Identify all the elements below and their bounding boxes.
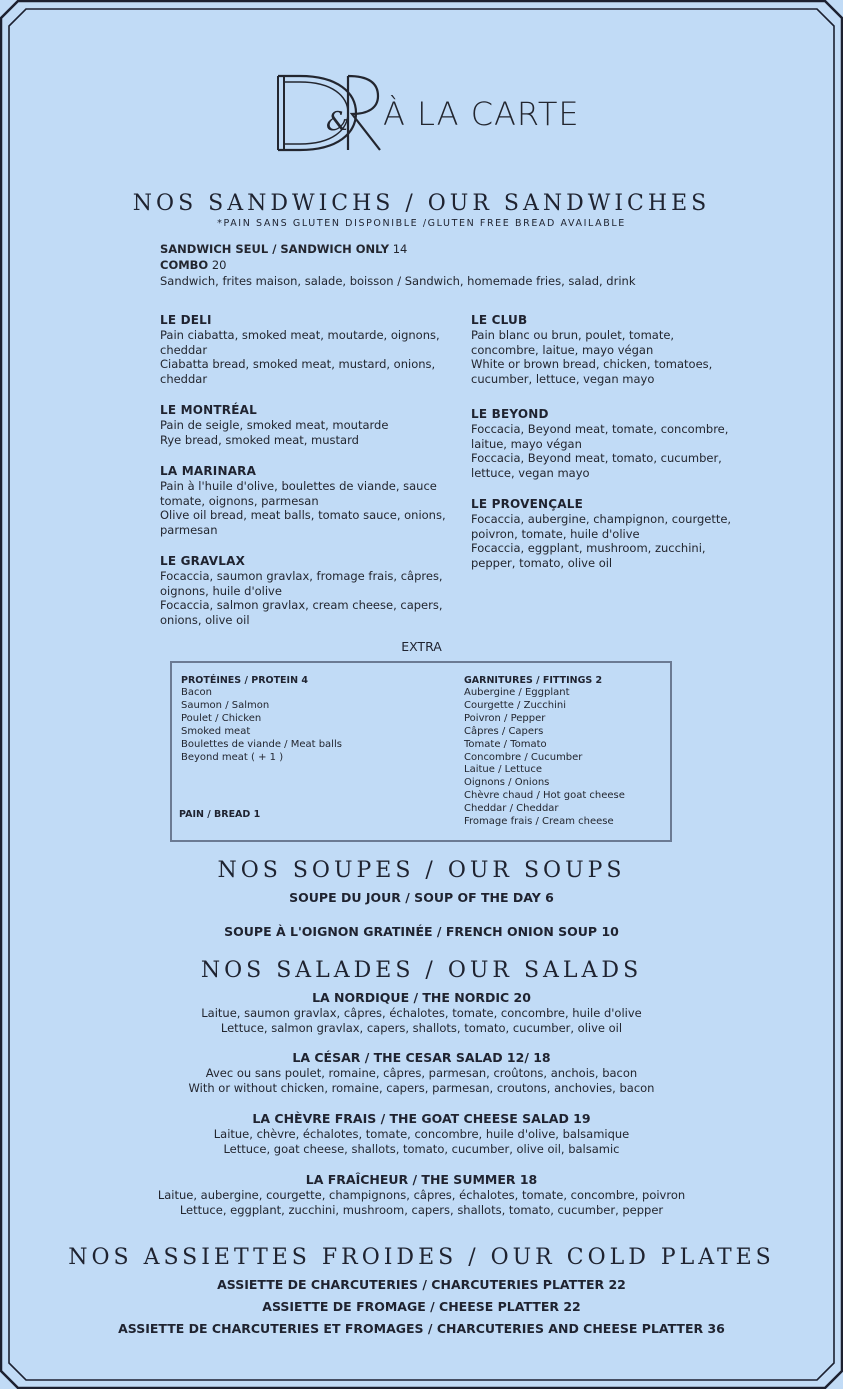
- protein-item: Beyond meat ( + 1 ): [181, 751, 284, 763]
- fittings-price: 2: [595, 675, 603, 686]
- fitting-item: Poivron / Pepper: [464, 712, 546, 724]
- proteins-label: PROTÉINES / PROTEIN: [181, 675, 299, 686]
- sandwich-name: LE PROVENÇALE: [471, 497, 584, 511]
- menu-title: À LA CARTE: [383, 95, 580, 133]
- salad-desc-en: With or without chicken, romaine, capers, parmesan, croutons, anchovies, bacon: [188, 1081, 655, 1095]
- combo-price: 20: [211, 258, 227, 272]
- cold-plate-item: ASSIETTE DE CHARCUTERIES / CHARCUTERIES PLATTER 22: [217, 1277, 626, 1292]
- sandwich-name: LA MARINARA: [160, 464, 257, 478]
- salads-title: NOS SALADES / OUR SALADS: [200, 958, 643, 983]
- combo-description: Sandwich, frites maison, salade, boisson / Sandwich, homemade fries, salad, drink: [160, 274, 636, 288]
- sandwich-desc-fr: Pain ciabatta, smoked meat, moutarde, oignons, cheddar: [160, 328, 440, 357]
- fittings-label: GARNITURES / FITTINGS: [464, 675, 593, 686]
- salad-item: [0, 1111, 843, 1157]
- sandwich-desc-fr: Focaccia, aubergine, champignon, courgette, poivron, tomate, huile d'olive: [471, 512, 732, 541]
- extra-title: EXTRA: [401, 639, 442, 654]
- sandwich-name: LE BEYOND: [471, 407, 549, 421]
- sandwich-item: [160, 402, 450, 447]
- proteins-column: [181, 674, 342, 764]
- sandwich-only-price: 14: [392, 242, 408, 256]
- salad-name: LA NORDIQUE / THE NORDIC 20: [312, 990, 531, 1005]
- cold-plates-title: NOS ASSIETTES FROIDES / OUR COLD PLATES: [68, 1245, 775, 1270]
- fitting-item: Fromage frais / Cream cheese: [464, 816, 614, 828]
- fittings-column: [464, 674, 625, 829]
- soup-item: SOUPE DU JOUR / SOUP OF THE DAY 6: [289, 890, 554, 905]
- sandwich-pricing: [160, 241, 635, 289]
- protein-item: Bacon: [181, 687, 212, 698]
- bread-row: [179, 808, 260, 821]
- fitting-item: Courgette / Zucchini: [464, 699, 567, 711]
- salad-item: [0, 1172, 843, 1218]
- fitting-item: Aubergine / Eggplant: [464, 687, 570, 698]
- bread-price: 1: [253, 809, 261, 820]
- salad-desc-fr: Laitue, chèvre, échalotes, tomate, concombre, huile d'olive, balsamique: [213, 1127, 630, 1141]
- protein-item: Smoked meat: [181, 725, 251, 737]
- sandwich-name: LE CLUB: [471, 313, 528, 327]
- sandwich-item: [160, 553, 450, 628]
- fitting-item: Chèvre chaud / Hot goat cheese: [464, 790, 625, 802]
- extra-box: [170, 661, 672, 842]
- fitting-item: Oignons / Onions: [464, 777, 550, 789]
- extra-title-wrap: [0, 639, 843, 655]
- sandwich-name: LE DELI: [160, 313, 212, 327]
- protein-item: Poulet / Chicken: [181, 712, 262, 724]
- sandwich-name: LE MONTRÉAL: [160, 403, 257, 417]
- sandwich-desc-fr: Foccacia, Beyond meat, tomate, concombre, laitue, mayo végan: [471, 422, 729, 451]
- fitting-item: Concombre / Cucumber: [464, 751, 583, 763]
- salad-item: [0, 1050, 843, 1096]
- protein-item: Saumon / Salmon: [181, 699, 270, 711]
- salad-item: [0, 990, 843, 1036]
- protein-item: Boulettes de viande / Meat balls: [181, 738, 342, 750]
- sandwich-desc-en: Focaccia, eggplant, mushroom, zucchini, pepper, tomato, olive oil: [471, 541, 706, 571]
- sandwich-desc-en: White or brown bread, chicken, tomatoes, cucumber, lettuce, vegan mayo: [471, 357, 713, 387]
- logo: [270, 68, 580, 158]
- salad-name: LA FRAÎCHEUR / THE SUMMER 18: [305, 1172, 538, 1187]
- combo-label: COMBO: [160, 258, 209, 272]
- salad-desc-fr: Avec ou sans poulet, romaine, câpres, parmesan, croûtons, anchois, bacon: [205, 1066, 638, 1080]
- fitting-item: Câpres / Capers: [464, 725, 544, 737]
- sandwich-item: [160, 463, 450, 538]
- sandwich-desc-fr: Pain blanc ou brun, poulet, tomate, concombre, laitue, mayo végan: [471, 328, 675, 357]
- salad-name: LA CHÈVRE FRAIS / THE GOAT CHEESE SALAD 19: [252, 1111, 591, 1126]
- sandwich-item: [471, 496, 741, 571]
- proteins-price: 4: [301, 675, 308, 686]
- fitting-item: Cheddar / Cheddar: [464, 803, 559, 815]
- svg-text:&: &: [326, 107, 350, 137]
- sandwich-item: [471, 312, 741, 387]
- sandwich-desc-en: Rye bread, smoked meat, mustard: [160, 432, 359, 447]
- sandwich-desc-en: Foccacia, Beyond meat, tomato, cucumber, lettuce, vegan mayo: [471, 451, 722, 481]
- cold-plate-item: ASSIETTE DE FROMAGE / CHEESE PLATTER 22: [262, 1299, 581, 1314]
- salad-desc-en: Lettuce, eggplant, zucchini, mushroom, capers, shallots, tomato, cucumber, pepper: [179, 1203, 664, 1217]
- bread-label: PAIN / BREAD: [179, 809, 251, 820]
- fitting-item: Laitue / Lettuce: [464, 764, 542, 776]
- sandwich-desc-en: Ciabatta bread, smoked meat, mustard, onions, cheddar: [160, 357, 436, 387]
- sandwich-desc-fr: Focaccia, saumon gravlax, fromage frais, câpres, oignons, huile d'olive: [160, 569, 443, 598]
- salad-desc-fr: Laitue, saumon gravlax, câpres, échalotes, tomate, concombre, huile d'olive: [201, 1006, 642, 1020]
- fitting-item: Tomate / Tomato: [464, 738, 547, 750]
- sandwich-item: [160, 312, 450, 387]
- salad-name: LA CÉSAR / THE CESAR SALAD 12/ 18: [292, 1050, 551, 1065]
- cold-plate-item: ASSIETTE DE CHARCUTERIES ET FROMAGES / CHARCUTERIES AND CHEESE PLATTER 36: [118, 1321, 725, 1336]
- sandwich-desc-en: Focaccia, salmon gravlax, cream cheese, capers, onions, olive oil: [160, 598, 443, 628]
- sandwiches-title: NOS SANDWICHS / OUR SANDWICHES: [132, 191, 711, 216]
- gluten-free-note: *PAIN SANS GLUTEN DISPONIBLE /GLUTEN FREE BREAD AVAILABLE: [217, 218, 626, 229]
- sandwich-item: [471, 406, 741, 481]
- soup-item: SOUPE À L'OIGNON GRATINÉE / FRENCH ONION SOUP 10: [224, 924, 619, 939]
- sandwich-desc-fr: Pain à l'huile d'olive, boulettes de viande, sauce tomate, oignons, parmesan: [160, 479, 437, 508]
- sandwich-desc-fr: Pain de seigle, smoked meat, moutarde: [160, 418, 389, 432]
- salad-desc-fr: Laitue, aubergine, courgette, champignons, câpres, échalotes, tomate, concombre, poivron: [157, 1188, 686, 1202]
- salad-desc-en: Lettuce, salmon gravlax, capers, shallots, tomato, cucumber, olive oil: [220, 1021, 623, 1035]
- sandwich-desc-en: Olive oil bread, meat balls, tomato sauce, onions, parmesan: [160, 508, 446, 538]
- salad-desc-en: Lettuce, goat cheese, shallots, tomato, cucumber, olive oil, balsamic: [223, 1142, 620, 1156]
- soups-title: NOS SOUPES / OUR SOUPS: [217, 858, 626, 883]
- sandwich-only-label: SANDWICH SEUL / SANDWICH ONLY: [160, 242, 390, 256]
- sandwich-name: LE GRAVLAX: [160, 554, 246, 568]
- logo-mark-icon: [270, 68, 385, 158]
